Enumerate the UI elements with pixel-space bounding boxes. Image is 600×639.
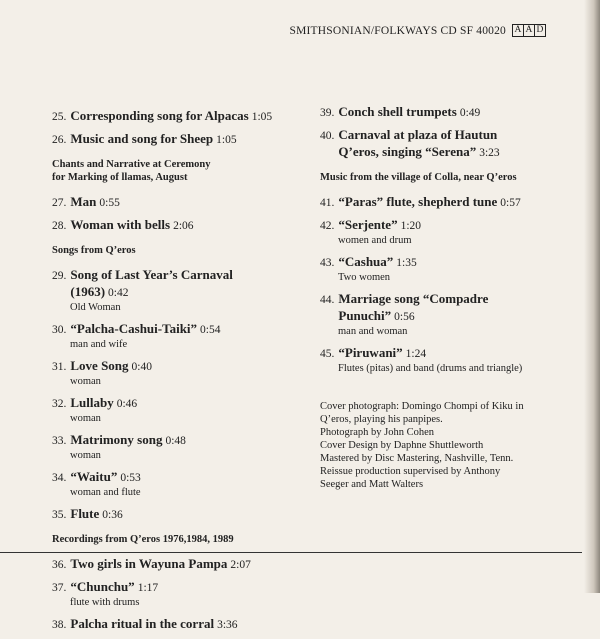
track-title: Love Song — [70, 358, 129, 373]
track-31 — [52, 358, 317, 389]
track-number: 38. — [52, 619, 67, 631]
track-title: “Piruwani” — [338, 345, 403, 360]
track-title: “Paras” flute, shepherd tune — [338, 194, 498, 209]
track-duration: 0:40 — [131, 361, 152, 373]
track-title: Music and song for Sheep — [70, 131, 214, 146]
track-performer: woman and flute — [70, 487, 141, 498]
track-number: 36. — [52, 559, 67, 571]
section-heading-ceremony — [52, 158, 317, 184]
credits-block — [320, 400, 570, 491]
track-number: 42. — [320, 220, 335, 232]
track-number: 28. — [52, 220, 67, 232]
track-title: Carnaval at plaza of Hautun — [338, 127, 498, 142]
track-number: 37. — [52, 582, 67, 594]
track-title: Two girls in Wayuna Pampa — [70, 556, 228, 571]
track-list-right — [320, 104, 570, 491]
track-duration: 0:56 — [394, 311, 415, 323]
track-performer: woman — [70, 376, 101, 387]
track-duration: 1:35 — [396, 257, 417, 269]
track-title: Palcha ritual in the corral — [70, 616, 215, 631]
track-performer: Flutes (pitas) and band (drums and triangle) — [338, 363, 523, 374]
track-number: 35. — [52, 509, 67, 521]
track-27 — [52, 194, 317, 211]
credit-line: Q’eros, playing his panpipes. — [320, 414, 443, 425]
track-title: “Palcha-Cashui-Taiki” — [70, 321, 198, 336]
track-title: Man — [70, 194, 97, 209]
track-number: 31. — [52, 361, 67, 373]
track-performer: women and drum — [338, 235, 412, 246]
credit-line: Mastered by Disc Mastering, Nashville, Tenn. — [320, 453, 514, 464]
track-number: 25. — [52, 111, 67, 123]
track-performer: man and woman — [338, 326, 408, 337]
credit-line: Reissue production supervised by Anthony — [320, 466, 501, 477]
track-performer: man and wife — [70, 339, 128, 350]
track-title: Conch shell trumpets — [338, 104, 457, 119]
track-45 — [320, 345, 570, 376]
track-duration: 0:57 — [500, 197, 521, 209]
track-duration: 0:53 — [120, 472, 141, 484]
page-edge-shadow — [584, 0, 600, 593]
track-performer: woman — [70, 450, 101, 461]
track-duration: 1:05 — [216, 134, 237, 146]
track-37 — [52, 579, 317, 610]
track-number: 41. — [320, 197, 335, 209]
track-number: 34. — [52, 472, 67, 484]
track-performer: Two women — [338, 272, 391, 283]
track-duration: 1:17 — [137, 582, 159, 594]
catalog-header — [289, 24, 546, 37]
track-number: 33. — [52, 435, 67, 447]
track-28 — [52, 217, 317, 234]
credit-line: Cover photograph: Domingo Chompi of Kiku in — [320, 401, 524, 412]
track-number: 39. — [320, 107, 335, 119]
track-number: 30. — [52, 324, 67, 336]
track-title: Corresponding song for Alpacas — [70, 108, 249, 123]
track-duration: 0:36 — [102, 509, 123, 521]
section-heading-line: Chants and Narrative at Ceremony — [52, 159, 211, 170]
track-title: Marriage song “Compadre — [338, 291, 489, 306]
track-performer: flute with drums — [70, 597, 140, 608]
track-title: “Serjente” — [338, 217, 398, 232]
track-36 — [52, 556, 317, 573]
track-33 — [52, 432, 317, 463]
track-number: 40. — [320, 130, 335, 142]
track-title: Woman with bells — [70, 217, 171, 232]
track-duration: 0:54 — [200, 324, 221, 336]
section-heading-line: for Marking of llamas, August — [52, 172, 188, 183]
track-number: 29. — [52, 270, 67, 282]
spars-code-3: D — [536, 25, 544, 35]
track-title: Song of Last Year’s Carnaval — [70, 267, 233, 282]
track-duration: 3:23 — [479, 147, 500, 159]
track-number: 26. — [52, 134, 67, 146]
track-duration: 0:48 — [165, 435, 186, 447]
track-number: 45. — [320, 348, 335, 360]
credit-line: Cover Design by Daphne Shuttleworth — [320, 440, 484, 451]
section-heading-recordings: Recordings from Q’eros 1976,1984, 1989 — [52, 534, 234, 545]
track-duration: 1:05 — [251, 111, 273, 123]
spars-code-2: A — [524, 25, 535, 36]
track-title: Lullaby — [70, 395, 114, 410]
catalog-label: SMITHSONIAN/FOLKWAYS CD SF 40020 — [289, 24, 506, 37]
track-number: 32. — [52, 398, 67, 410]
track-title-continued: Punuchi” — [338, 308, 392, 323]
spars-code-1: A — [513, 25, 524, 36]
section-heading-colla: Music from the village of Colla, near Q’eros — [320, 172, 517, 183]
track-title-continued: Q’eros, singing “Serena” — [338, 144, 477, 159]
track-29 — [52, 267, 317, 315]
track-42 — [320, 217, 570, 248]
spars-code-box — [512, 24, 546, 37]
track-44 — [320, 291, 570, 339]
track-duration: 0:55 — [99, 197, 120, 209]
track-duration: 0:49 — [459, 107, 481, 119]
track-40 — [320, 127, 570, 161]
track-duration: 3:36 — [217, 619, 238, 631]
track-32 — [52, 395, 317, 426]
track-number: 43. — [320, 257, 335, 269]
track-43 — [320, 254, 570, 285]
track-35 — [52, 506, 317, 523]
track-title: “Chunchu” — [70, 579, 135, 594]
track-performer: woman — [70, 413, 101, 424]
credit-line: Photograph by John Cohen — [320, 427, 435, 438]
track-title: Matrimony song — [70, 432, 163, 447]
track-duration: 2:06 — [173, 220, 194, 232]
track-number: 44. — [320, 294, 335, 306]
track-duration: 1:24 — [405, 348, 427, 360]
track-title: “Cashua” — [338, 254, 394, 269]
track-26 — [52, 131, 317, 148]
track-30 — [52, 321, 317, 352]
track-25 — [52, 108, 317, 125]
track-duration: 2:07 — [230, 559, 251, 571]
track-duration: 0:46 — [116, 398, 138, 410]
track-performer: Old Woman — [70, 302, 121, 313]
credit-line: Seeger and Matt Walters — [320, 479, 424, 490]
track-38 — [52, 616, 317, 633]
track-title-continued: (1963) — [70, 284, 106, 299]
track-41 — [320, 194, 570, 211]
track-34 — [52, 469, 317, 500]
track-title: Flute — [70, 506, 100, 521]
section-heading-songs: Songs from Q’eros — [52, 245, 136, 256]
track-duration: 1:20 — [400, 220, 422, 232]
track-title: “Waitu” — [70, 469, 118, 484]
track-number: 27. — [52, 197, 67, 209]
track-list-left — [52, 108, 317, 639]
track-39 — [320, 104, 570, 121]
bottom-divider — [0, 552, 582, 553]
track-duration: 0:42 — [108, 287, 129, 299]
